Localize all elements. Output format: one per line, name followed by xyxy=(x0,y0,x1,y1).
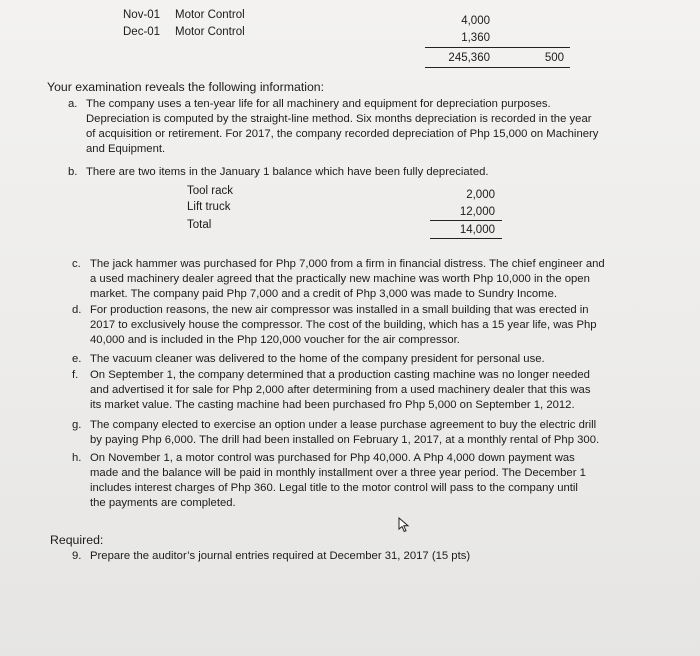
item-line: On September 1, the company determined that a production casting machine was no longer needed xyxy=(90,369,590,381)
item-line: market. The company paid Php 7,000 and a credit of Php 3,000 was made to Sundry Income. xyxy=(90,288,558,300)
item-line: by paying Php 6,000. The drill had been installed on February 1, 2017, at a monthly rental of Php 300. xyxy=(90,434,600,446)
item-line: There are two items in the January 1 balance which have been fully depreciated. xyxy=(86,166,489,178)
item-label: b. xyxy=(68,166,78,178)
item-label: a. xyxy=(68,98,78,110)
ledger-date: Dec-01 xyxy=(123,26,161,38)
item-line: a used machinery dealer agreed that the practically new machine was worth Php 10,000 in the open xyxy=(90,273,590,285)
ledger-account: Motor Control xyxy=(175,9,245,21)
item-line: includes interest charges of Php 360. Legal title to the motor control will pass to the company until xyxy=(90,482,578,494)
item-line: 40,000 and is included in the Php 120,000 voucher for the air compressor. xyxy=(90,334,460,346)
total-amount: 14,000 xyxy=(459,224,495,236)
item-label: 9. xyxy=(72,550,82,562)
item-label: e. xyxy=(72,353,82,365)
ledger-total-rule xyxy=(425,47,570,48)
required-heading: Required: xyxy=(50,533,104,547)
ledger-bottom-rule xyxy=(425,67,570,68)
ledger-account: Motor Control xyxy=(175,26,245,38)
item-line: Depreciation is computed by the straight-line method. Six months depreciation is recorded in the year xyxy=(86,113,592,125)
item-line: The vacuum cleaner was delivered to the home of the company president for personal use. xyxy=(90,353,545,365)
item-label: h. xyxy=(72,452,82,464)
ledger-debit: 1,360 xyxy=(461,32,490,44)
asset-amount: 2,000 xyxy=(466,189,495,201)
total-rule xyxy=(430,220,502,221)
item-line: of acquisition or retirement. For 2017, the company recorded depreciation of Php 15,000 on Machinery xyxy=(86,128,599,140)
ledger-total-credit: 500 xyxy=(544,52,564,64)
item-line: The jack hammer was purchased for Php 7,000 from a firm in financial distress. The chief engineer and xyxy=(90,258,605,270)
item-label: g. xyxy=(72,419,82,431)
intro-text: Your examination reveals the following information: xyxy=(47,80,325,94)
ledger-debit: 4,000 xyxy=(461,15,490,27)
item-line: and Equipment. xyxy=(86,143,166,155)
item-line: For production reasons, the new air compressor was installed in a small building that was erected in xyxy=(90,304,589,316)
total-label: Total xyxy=(187,219,212,231)
item-label: c. xyxy=(72,258,81,270)
asset-name: Lift truck xyxy=(187,201,231,213)
item-line: The company elected to exercise an option under a lease purchase agreement to buy the electric drill xyxy=(90,419,597,431)
item-line: its market value. The casting machine had been purchased fro Php 5,000 on September 1, 2012. xyxy=(90,399,575,411)
item-label: d. xyxy=(72,304,82,316)
required-text: Prepare the auditor’s journal entries required at December 31, 2017 (15 pts) xyxy=(90,550,471,562)
item-line: the payments are completed. xyxy=(90,497,236,509)
item-line: 2017 to exclusively house the compressor. The cost of the building, which has a 15 year life, was Php xyxy=(90,319,597,331)
ledger-date: Nov-01 xyxy=(123,9,161,21)
item-line: On November 1, a motor control was purchased for Php 40,000. A Php 4,000 down payment was xyxy=(90,452,575,464)
item-line: and advertised it for sale for Php 2,000 after determining from a used machinery dealer that this was xyxy=(90,384,591,396)
item-label: f. xyxy=(72,369,79,381)
total-double-rule xyxy=(430,238,502,239)
asset-amount: 12,000 xyxy=(459,206,495,218)
item-line: made and the balance will be paid in monthly installment over a three year period. The December 1 xyxy=(90,467,586,479)
item-line: The company uses a ten-year life for all machinery and equipment for depreciation purposes. xyxy=(86,98,551,110)
asset-name: Tool rack xyxy=(187,185,234,197)
ledger-total-debit: 245,360 xyxy=(448,52,490,64)
mouse-pointer-icon xyxy=(398,517,412,533)
